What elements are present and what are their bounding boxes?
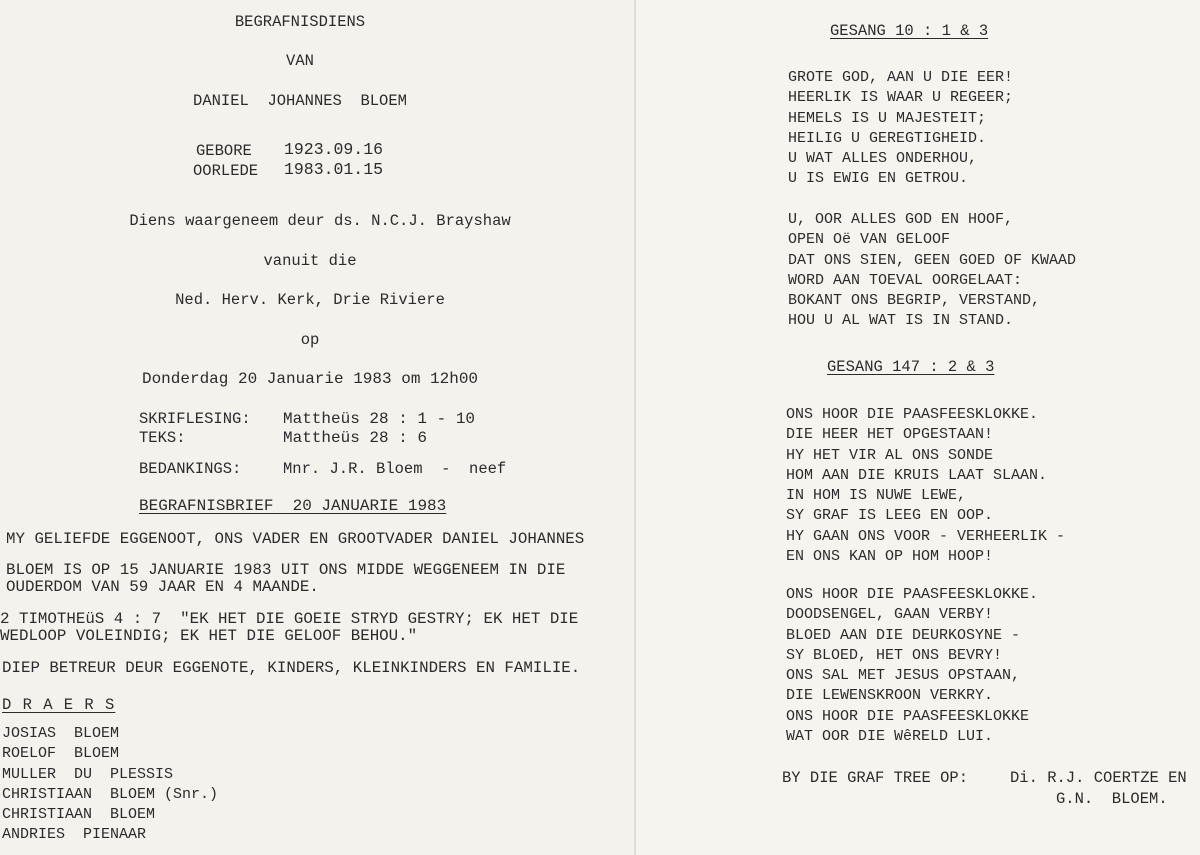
- op-label: op: [300, 331, 320, 349]
- hymn1-verse2: [788, 210, 1076, 332]
- service-conducted-by: Diens waargeneem deur ds. N.C.J. Brayshaw: [129, 212, 511, 230]
- died-label: OORLEDE: [193, 162, 259, 180]
- hymn-line: ONS HOOR DIE PAASFEESKLOKKE.: [786, 586, 1039, 603]
- notice-line: BLOEM IS OP 15 JANUARIE 1983 UIT ONS MIDDE WEGGENEEM IN DIE: [6, 561, 566, 579]
- hymn-line: SY BLOED, HET ONS BEVRY!: [786, 646, 1003, 664]
- hymn-line: BLOED AAN DIE DEURKOSYNE -: [786, 626, 1021, 644]
- hymn-line: HEERLIK IS WAAR U REGEER;: [788, 89, 1014, 107]
- scripture-line: 2 TIMOTHEüS 4 : 7 "EK HET DIE GOEIE STRYD GESTRY; EK HET DIE: [0, 610, 579, 628]
- grave-label: BY DIE GRAF TREE OP:: [782, 769, 969, 787]
- mourning-line: DIEP BETREUR DEUR EGGENOTE, KINDERS, KLEINKINDERS EN FAMILIE.: [2, 659, 581, 677]
- bearers-list: [2, 724, 218, 846]
- notice-line: OUDERDOM VAN 59 JAAR EN 4 MAANDE.: [6, 578, 319, 596]
- service-title: BEGRAFNISDIENS: [234, 13, 366, 31]
- hymn-line: U, OOR ALLES GOD EN HOOF,: [788, 211, 1014, 228]
- born-date: 1923.09.16: [284, 140, 384, 159]
- hymn-line: HOM AAN DIE KRUIS LAAT SLAAN.: [786, 466, 1048, 484]
- hymn2-verse1: [786, 405, 1065, 567]
- hymn-line: DIE HEER HET OPGESTAAN!: [786, 426, 994, 444]
- bearers-heading: D R A E R S: [2, 696, 116, 714]
- hymn-line: WAT OOR DIE WêRELD LUI.: [786, 728, 994, 746]
- church-name: Ned. Herv. Kerk, Drie Riviere: [175, 291, 445, 309]
- hymn1-verse1: [788, 68, 1013, 190]
- bearer-name: JOSIAS BLOEM: [2, 725, 120, 742]
- bearer-name: CHRISTIAAN BLOEM (Snr.): [2, 785, 219, 803]
- hymn-line: DAT ONS SIEN, GEEN GOED OF KWAAD: [788, 251, 1077, 269]
- scripture-line: WEDLOOP VOLEINDIG; EK HET DIE GELOOF BEHOU.": [0, 627, 418, 645]
- hymn2-heading: GESANG 147 : 2 & 3: [827, 358, 995, 376]
- notice-line: MY GELIEFDE EGGENOOT, ONS VADER EN GROOTVADER DANIEL JOHANNES: [6, 530, 585, 548]
- hymn-line: EN ONS KAN OP HOM HOOP!: [786, 548, 994, 566]
- hymn1-heading: GESANG 10 : 1 & 3: [830, 22, 989, 40]
- hymn-line: U WAT ALLES ONDERHOU,: [788, 150, 978, 168]
- hymn-line: SY GRAF IS LEEG EN OOP.: [786, 507, 994, 525]
- hymn-line: U IS EWIG EN GETROU.: [788, 170, 969, 188]
- hymn-line: HOU U AL WAT IS IN STAND.: [788, 312, 1014, 330]
- notice-heading: BEGRAFNISBRIEF 20 JANUARIE 1983: [139, 497, 447, 515]
- hymn-line: IN HOM IS NUWE LEWE,: [786, 487, 967, 505]
- reading-value: Mattheüs 28 : 1 - 10: [283, 410, 476, 428]
- hymn-line: HEMELS IS U MAJESTEIT;: [788, 109, 987, 127]
- hymn-line: ONS HOOR DIE PAASFEESKLOKKE.: [786, 406, 1039, 423]
- grave-officiants: Di. R.J. COERTZE EN: [1010, 769, 1187, 787]
- right-page: [636, 0, 1200, 855]
- hymn-line: HY GAAN ONS VOOR - VERHEERLIK -: [786, 527, 1066, 545]
- bearer-name: ANDRIES PIENAAR: [2, 826, 147, 844]
- text-label: TEKS:: [139, 429, 186, 447]
- hymn-line: OPEN Oë VAN GELOOF: [788, 231, 951, 249]
- died-date: 1983.01.15: [284, 160, 384, 179]
- grave-officiants: G.N. BLOEM.: [1056, 790, 1168, 808]
- thanks-label: BEDANKINGS:: [139, 460, 242, 478]
- deceased-name: DANIEL JOHANNES BLOEM: [193, 92, 407, 110]
- hymn-line: GROTE GOD, AAN U DIE EER!: [788, 69, 1014, 86]
- text-value: Mattheüs 28 : 6: [283, 429, 428, 447]
- hymn-line: DOODSENGEL, GAAN VERBY!: [786, 606, 994, 624]
- bearer-name: CHRISTIAAN BLOEM: [2, 806, 156, 824]
- service-datetime: Donderdag 20 Januarie 1983 om 12h00: [141, 370, 479, 388]
- van-label: VAN: [286, 52, 314, 70]
- hymn-line: ONS SAL MET JESUS OPSTAAN,: [786, 667, 1021, 685]
- hymn-line: HY HET VIR AL ONS SONDE: [786, 446, 994, 464]
- born-label: GEBORE: [196, 142, 252, 160]
- reading-label: SKRIFLESING:: [139, 410, 251, 428]
- hymn2-verse2: [786, 585, 1038, 747]
- hymn-line: WORD AAN TOEVAL OORGELAAT:: [788, 271, 1023, 289]
- bearer-name: ROELOF BLOEM: [2, 745, 120, 763]
- bearer-name: MULLER DU PLESSIS: [2, 765, 174, 783]
- thanks-value: Mnr. J.R. Bloem - neef: [283, 460, 507, 478]
- from-label: vanuit die: [263, 252, 357, 270]
- hymn-line: ONS HOOR DIE PAASFEESKLOKKE: [786, 707, 1030, 725]
- hymn-line: HEILIG U GEREGTIGHEID.: [788, 129, 987, 147]
- hymn-line: BOKANT ONS BEGRIP, VERSTAND,: [788, 292, 1041, 310]
- hymn-line: DIE LEWENSKROON VERKRY.: [786, 687, 994, 705]
